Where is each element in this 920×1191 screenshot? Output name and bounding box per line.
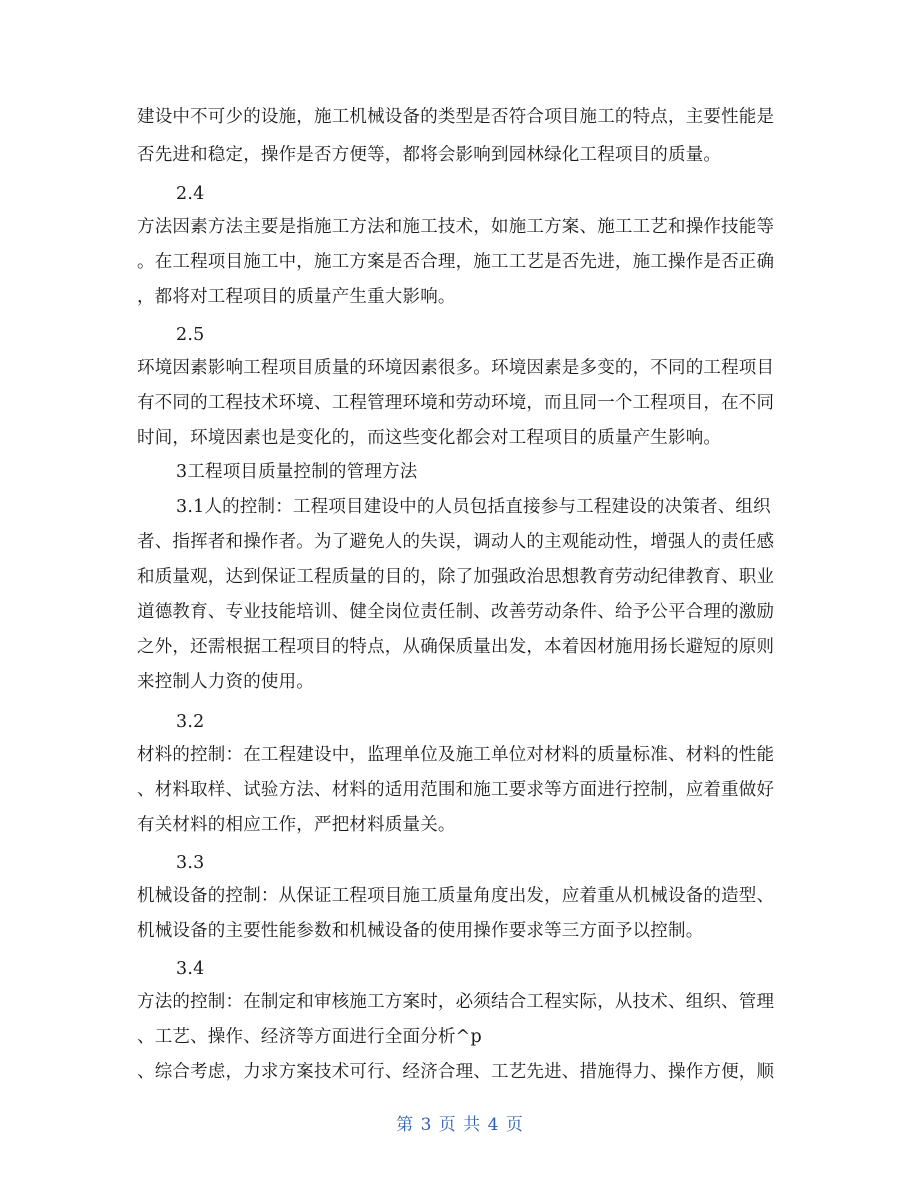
paragraph-line: 机械设备的控制：从保证工程项目施工质量角度出发，应着重从机械设备的造型、 [137,886,775,906]
paragraph-line: 者、指挥者和操作者。为了避免人的失误，调动人的主观能动性，增强人的责任感 [137,532,775,552]
paragraph-line: 机械设备的主要性能参数和机械设备的使用操作要求等三方面予以控制。 [137,921,704,941]
paragraph-line: 之外，还需根据工程项目的特点，从确保质量出发，本着因材施用扬长避短的原则 [137,637,775,657]
paragraph-line: 3.1人的控制：工程项目建设中的人员包括直接参与工程建设的决策者、组织 [176,497,771,517]
section-heading: 2.5 [176,325,205,345]
section-heading: 3.3 [176,853,205,873]
paragraph-line: 时间，环境因素也是变化的，而这些变化都会对工程项目的质量产生影响。 [137,428,722,448]
paragraph-line: 。在工程项目施工中，施工方案是否合理，施工工艺是否先进，施工操作是否正确 [137,252,775,272]
paragraph-line: 、材料取样、试验方法、材料的适用范围和施工要求等方面进行控制，应着重做好 [137,780,775,800]
paragraph-line: 和质量观，达到保证工程质量的目的，除了加强政治思想教育劳动纪律教育、职业 [137,567,775,587]
paragraph-line: ，都将对工程项目的质量产生重大影响。 [137,287,456,307]
section-heading: 3.2 [176,712,205,732]
paragraph-line: 方法因素方法主要是指施工方法和施工技术，如施工方案、施工工艺和操作技能等 [137,217,775,237]
paragraph-line: 道德教育、专业技能培训、健全岗位责任制、改善劳动条件、给予公平合理的激励 [137,602,775,622]
paragraph-line: 有关材料的相应工作，严把材料质量关。 [137,815,456,835]
paragraph-line: 建设中不可少的设施，施工机械设备的类型是否符合项目施工的特点，主要性能是 [137,107,775,127]
paragraph-line: 来控制人力资的使用。 [137,672,314,692]
section-heading: 3.4 [176,959,205,979]
paragraph-line: 、工艺、操作、经济等方面进行全面分析^p [137,1027,482,1047]
paragraph-line: 、综合考虑，力求方案技术可行、经济合理、工艺先进、措施得力、操作方便，顺 [137,1062,775,1082]
paragraph-line: 方法的控制：在制定和审核施工方案时，必须结合工程实际，从技术、组织、管理 [137,992,775,1012]
section-heading: 3工程项目质量控制的管理方法 [176,462,418,482]
paragraph-line: 材料的控制：在工程建设中，监理单位及施工单位对材料的质量标准、材料的性能 [137,745,775,765]
page-number-footer: 第 3 页 共 4 页 [396,1115,524,1135]
paragraph-line: 有不同的工程技术环境、工程管理环境和劳动环境，而且同一个工程项目，在不同 [137,393,775,413]
section-heading: 2.4 [176,184,205,204]
paragraph-line: 否先进和稳定，操作是否方便等，都将会影响到园林绿化工程项目的质量。 [137,145,722,165]
paragraph-line: 环境因素影响工程项目质量的环境因素很多。环境因素是多变的，不同的工程项目 [137,358,775,378]
